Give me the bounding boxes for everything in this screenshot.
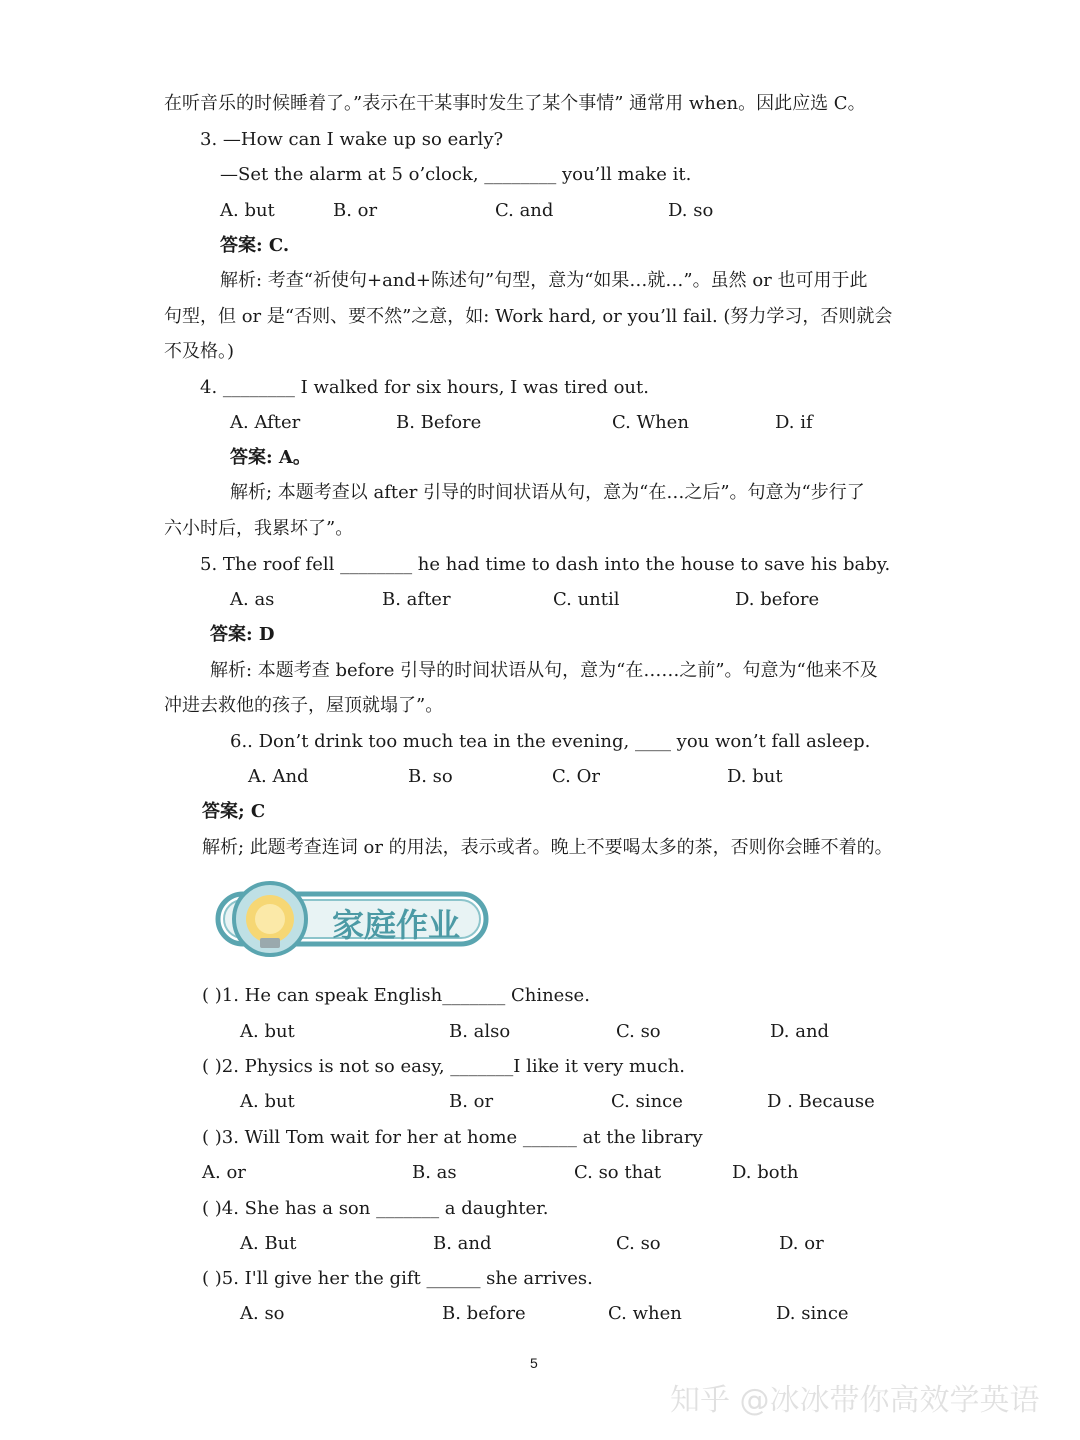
text-line: 不及格。) xyxy=(164,341,235,362)
answer-option: B. as xyxy=(412,1162,457,1183)
text-line: 解析; 此题考查连词 or 的用法，表示或者。晚上不要喝太多的茶，否则你会睡不着的。 xyxy=(202,837,893,858)
watermark: 知乎 @冰冰带你高效学英语 xyxy=(670,1383,1040,1418)
text-line: 答案: C. xyxy=(220,235,290,256)
answer-option: D. and xyxy=(770,1021,830,1042)
answer-option: B. or xyxy=(449,1091,494,1112)
answer-option: C. so xyxy=(616,1021,661,1042)
text-line: 答案: D xyxy=(210,624,275,645)
text-line: 解析: 考查“祈使句+and+陈述句”句型，意为“如果…就…”。虽然 or 也可用于此 xyxy=(220,270,868,291)
answer-option: D. both xyxy=(732,1162,799,1183)
answer-option: B. after xyxy=(382,589,451,610)
answer-option: B. also xyxy=(449,1021,511,1042)
answer-option: B. Before xyxy=(396,412,482,433)
answer-option: A. as xyxy=(230,589,275,610)
answer-option: D. if xyxy=(775,412,813,433)
answer-option: D. but xyxy=(727,766,783,787)
text-line: ( )3. Will Tom wait for her at home ______ at the library xyxy=(202,1127,703,1148)
text-line: —Set the alarm at 5 o’clock, ________ you’ll make it. xyxy=(220,164,692,185)
text-line: 解析: 本题考查 before 引导的时间状语从句，意为“在……之前”。句意为“他来不及 xyxy=(210,660,878,681)
answer-option: C. so that xyxy=(574,1162,662,1183)
text-line: ( )1. He can speak English_______ Chinese. xyxy=(202,985,590,1006)
answer-option: C. and xyxy=(495,200,554,221)
answer-option: A. And xyxy=(248,766,309,787)
text-line: 句型，但 or 是“否则、要不然”之意，如: Work hard, or you’ll fail. (努力学习，否则就会 xyxy=(164,306,893,327)
text-line: 冲进去救他的孩子，屋顶就塌了”。 xyxy=(164,695,444,716)
answer-option: C. Or xyxy=(552,766,600,787)
text-line: ( )4. She has a son _______ a daughter. xyxy=(202,1198,549,1219)
answer-option: C. since xyxy=(611,1091,683,1112)
answer-option: B. before xyxy=(442,1303,526,1324)
homework-banner xyxy=(210,880,490,960)
answer-option: D . Because xyxy=(767,1091,875,1112)
page-number: 5 xyxy=(530,1355,538,1371)
text-line: 3. —How can I wake up so early? xyxy=(200,129,504,150)
banner-title: 家庭作业 xyxy=(332,906,461,944)
answer-option: C. so xyxy=(616,1233,661,1254)
answer-option: A. so xyxy=(240,1303,285,1324)
answer-option: A. but xyxy=(240,1021,295,1042)
text-line: ( )5. I'll give her the gift ______ she arrives. xyxy=(202,1268,593,1289)
answer-option: B. so xyxy=(408,766,453,787)
text-line: 5. The roof fell ________ he had time to dash into the house to save his baby. xyxy=(200,554,891,575)
text-line: 六小时后，我累坏了”。 xyxy=(164,518,354,539)
text-line: 解析; 本题考查以 after 引导的时间状语从句，意为“在…之后”。句意为“步行了 xyxy=(230,482,865,503)
text-line: 答案: A。 xyxy=(230,447,311,468)
answer-option: A. But xyxy=(240,1233,297,1254)
answer-option: C. when xyxy=(608,1303,682,1324)
text-line: 6.. Don’t drink too much tea in the evening, ____ you won’t fall asleep. xyxy=(230,731,871,752)
answer-option: A. After xyxy=(230,412,301,433)
answer-option: C. until xyxy=(553,589,620,610)
answer-option: D. or xyxy=(779,1233,824,1254)
text-line: 4. ________ I walked for six hours, I was tired out. xyxy=(200,377,649,398)
answer-option: A. but xyxy=(220,200,275,221)
answer-option: A. or xyxy=(202,1162,246,1183)
answer-option: B. or xyxy=(333,200,378,221)
text-line: 答案; C xyxy=(202,801,266,822)
answer-option: D. before xyxy=(735,589,820,610)
answer-option: A. but xyxy=(240,1091,295,1112)
answer-option: D. since xyxy=(776,1303,849,1324)
text-line: ( )2. Physics is not so easy, _______I like it very much. xyxy=(202,1056,686,1077)
answer-option: B. and xyxy=(433,1233,492,1254)
answer-option: C. When xyxy=(612,412,689,433)
text-line: 在听音乐的时候睡着了。”表示在干某事时发生了某个事情” 通常用 when。因此应选 C。 xyxy=(164,93,866,114)
answer-option: D. so xyxy=(668,200,714,221)
